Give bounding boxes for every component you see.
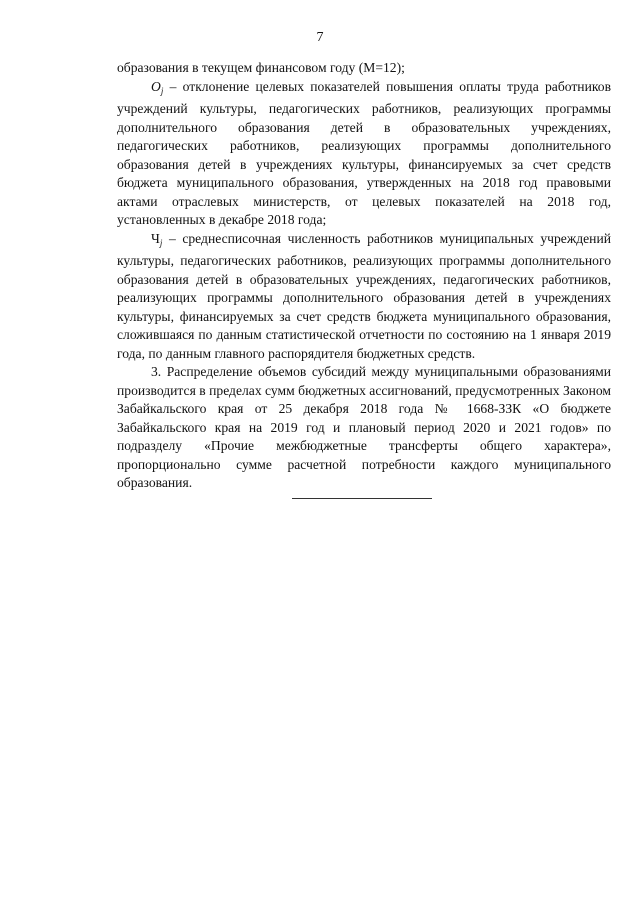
paragraph-text: – среднесписочная численность работников муниципальных учреждений культуры, педагогических работников, реализующих программы дополнительного образования детей в образовательных учреждениях, педагогических работников, реализующих программы дополнительного образования детей в учреждениях культуры, финансируемых за счет средств бюджета муниципального образования, сложившаяся по данным статистической отчетности по состоянию на 1 января 2019 года, по данным главного распорядителя бюджетных средств. <box>117 230 611 361</box>
paragraph-text: – отклонение целевых показателей повышения оплаты труда работников учреждений культуры, педагогических работников, реализующих программы дополнительного образования детей в образовательных учреждениях, педагогических работников, реализующих программы дополнительного образования детей в учреждениях культуры, финансируемых за счет средств бюджета муниципального образования, утвержденных на 2018 год правовыми актами отраслевых министерств, от целевых показателей на 2018 год, установленных в декабре 2018 года; <box>117 78 611 227</box>
paragraph-text: 3. Распределение объемов субсидий между муниципальными образованиями производится в пределах сумм бюджетных ассигнований, предусмотренных Законом Забайкальского края от 25 декабря 2018 года № 1668-ЗЗК «О бюджете Забайкальского края на 2019 год и плановый период 2020 и 2021 годов» по подразделу «Прочие межбюджетные трансферты общего характера», пропорционально сумме расчетной потребности каждого муниципального образования. <box>117 364 611 490</box>
closing-divider <box>292 498 432 499</box>
page-number: 7 <box>316 30 324 45</box>
paragraph-definition-ch <box>117 230 611 364</box>
formula-symbol-ch: Ч <box>151 230 160 246</box>
formula-subscript: j <box>159 237 163 248</box>
formula-symbol-o: O <box>151 78 161 94</box>
paragraph-section-3 <box>117 363 611 493</box>
paragraph-definition-o <box>117 78 611 230</box>
paragraph-text: образования в текущем финансовом году (М=12); <box>117 60 405 75</box>
paragraph-continuation <box>117 59 611 78</box>
formula-subscript: j <box>160 85 164 96</box>
document-body <box>117 59 611 493</box>
